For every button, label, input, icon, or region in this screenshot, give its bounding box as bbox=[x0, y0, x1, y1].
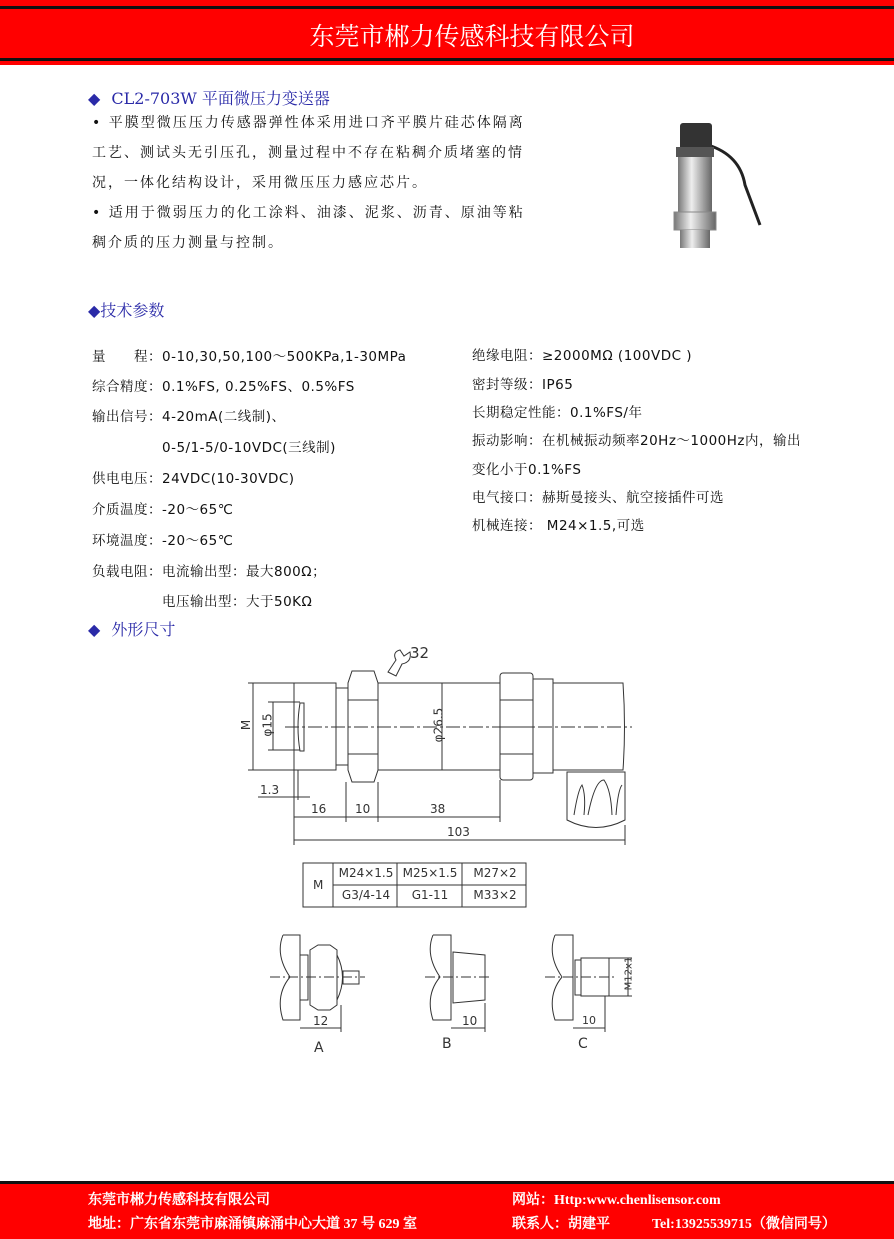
spec-item: 输出信号：4-20mA(二线制)、 bbox=[92, 409, 286, 425]
spec-item: 0-5/1-5/0-10VDC(三线制) bbox=[92, 440, 336, 456]
variant-label: C bbox=[578, 1036, 588, 1052]
drawing-label: 10 bbox=[582, 1014, 596, 1027]
diamond-icon: ◆ bbox=[88, 89, 101, 108]
drawing-label: 12 bbox=[313, 1014, 329, 1028]
drawing-label: M12x1 bbox=[623, 956, 635, 991]
footer-address: 地址：广东省东莞市麻涌镇麻涌中心大道 37 号 629 室 bbox=[88, 1217, 417, 1232]
drawing-label: 16 bbox=[311, 802, 327, 816]
diamond-icon: ◆ bbox=[88, 301, 101, 320]
spec-item: 绝缘电阻：≥2000MΩ (100VDC ) bbox=[472, 348, 693, 364]
variant-label: B bbox=[442, 1036, 452, 1052]
variant-label: A bbox=[314, 1040, 324, 1056]
spec-item: 密封等级：IP65 bbox=[472, 377, 574, 393]
drawing-label: 103 bbox=[447, 825, 470, 839]
drawing-label: 10 bbox=[462, 1014, 478, 1028]
drawing-label: φ26.5 bbox=[431, 707, 446, 743]
footer-tel: Tel:13925539715（微信同号） bbox=[652, 1217, 836, 1232]
spec-item: 供电电压：24VDC(10-30VDC) bbox=[92, 471, 295, 487]
table-cell: M33×2 bbox=[473, 888, 517, 902]
spec-item: 负载电阻：电流输出型：最大800Ω； bbox=[92, 564, 327, 580]
spec-item: 变化小于0.1%FS bbox=[472, 462, 582, 478]
table-cell: G1-11 bbox=[411, 888, 449, 902]
table-cell: M27×2 bbox=[473, 866, 517, 880]
footer-website[interactable]: 网站：Http:www.chenlisensor.com bbox=[512, 1193, 721, 1208]
spec-item: 环境温度：-20～65℃ bbox=[92, 533, 234, 549]
spec-item: 量 程：0-10,30,50,100～500KPa,1-30MPa bbox=[92, 349, 407, 365]
footer-company: 东莞市郴力传感科技有限公司 bbox=[88, 1193, 270, 1208]
spec-item: 机械连接： M24×1.5,可选 bbox=[472, 518, 645, 534]
table-cell: G3/4-14 bbox=[341, 888, 391, 902]
spec-item: 综合精度：0.1%FS, 0.25%FS、0.5%FS bbox=[92, 379, 355, 395]
drawing-label: 10 bbox=[355, 802, 371, 816]
footer-band bbox=[0, 1181, 894, 1239]
footer-contact: 联系人：胡建平 bbox=[512, 1217, 610, 1232]
dimensions-title: 外形尺寸 bbox=[111, 620, 176, 639]
table-cell: M25×1.5 bbox=[402, 866, 458, 880]
desc-line: • 适用于微弱压力的化工涂料、油漆、泥浆、沥青、原油等粘 bbox=[92, 205, 525, 221]
desc-line: • 平膜型微压压力传感器弹性体采用进口齐平膜片硅芯体隔离 bbox=[92, 115, 525, 131]
desc-line: 工艺、测试头无引压孔，测量过程中不存在粘稠介质堵塞的情 bbox=[92, 145, 524, 161]
drawing-label: 38 bbox=[430, 802, 446, 816]
product-title: CL2-703W 平面微压力变送器 bbox=[111, 89, 330, 108]
diamond-icon: ◆ bbox=[88, 620, 101, 639]
drawing-label: 1.3 bbox=[260, 783, 280, 797]
desc-line: 稠介质的压力测量与控制。 bbox=[92, 235, 284, 251]
spec-item: 介质温度：-20～65℃ bbox=[92, 502, 234, 518]
spec-item: 振动影响：在机械振动频率20Hz～1000Hz内，输出 bbox=[472, 433, 802, 449]
table-cell: M24×1.5 bbox=[338, 866, 394, 880]
drawing-label: φ15 bbox=[260, 713, 275, 737]
header-company: 东莞市郴力传感科技有限公司 bbox=[309, 22, 635, 51]
wrench-size-label: 32 bbox=[410, 644, 430, 662]
drawing-label: M bbox=[239, 719, 254, 731]
table-header: M bbox=[313, 878, 324, 892]
specs-title: 技术参数 bbox=[100, 301, 165, 320]
spec-item: 电气接口：赫斯曼接头、航空接插件可选 bbox=[472, 490, 724, 506]
spec-item: 电压输出型：大于50KΩ bbox=[92, 594, 313, 610]
spec-item: 长期稳定性能：0.1%FS/年 bbox=[472, 405, 643, 421]
desc-line: 况，一体化结构设计，采用微压压力感应芯片。 bbox=[92, 175, 428, 191]
